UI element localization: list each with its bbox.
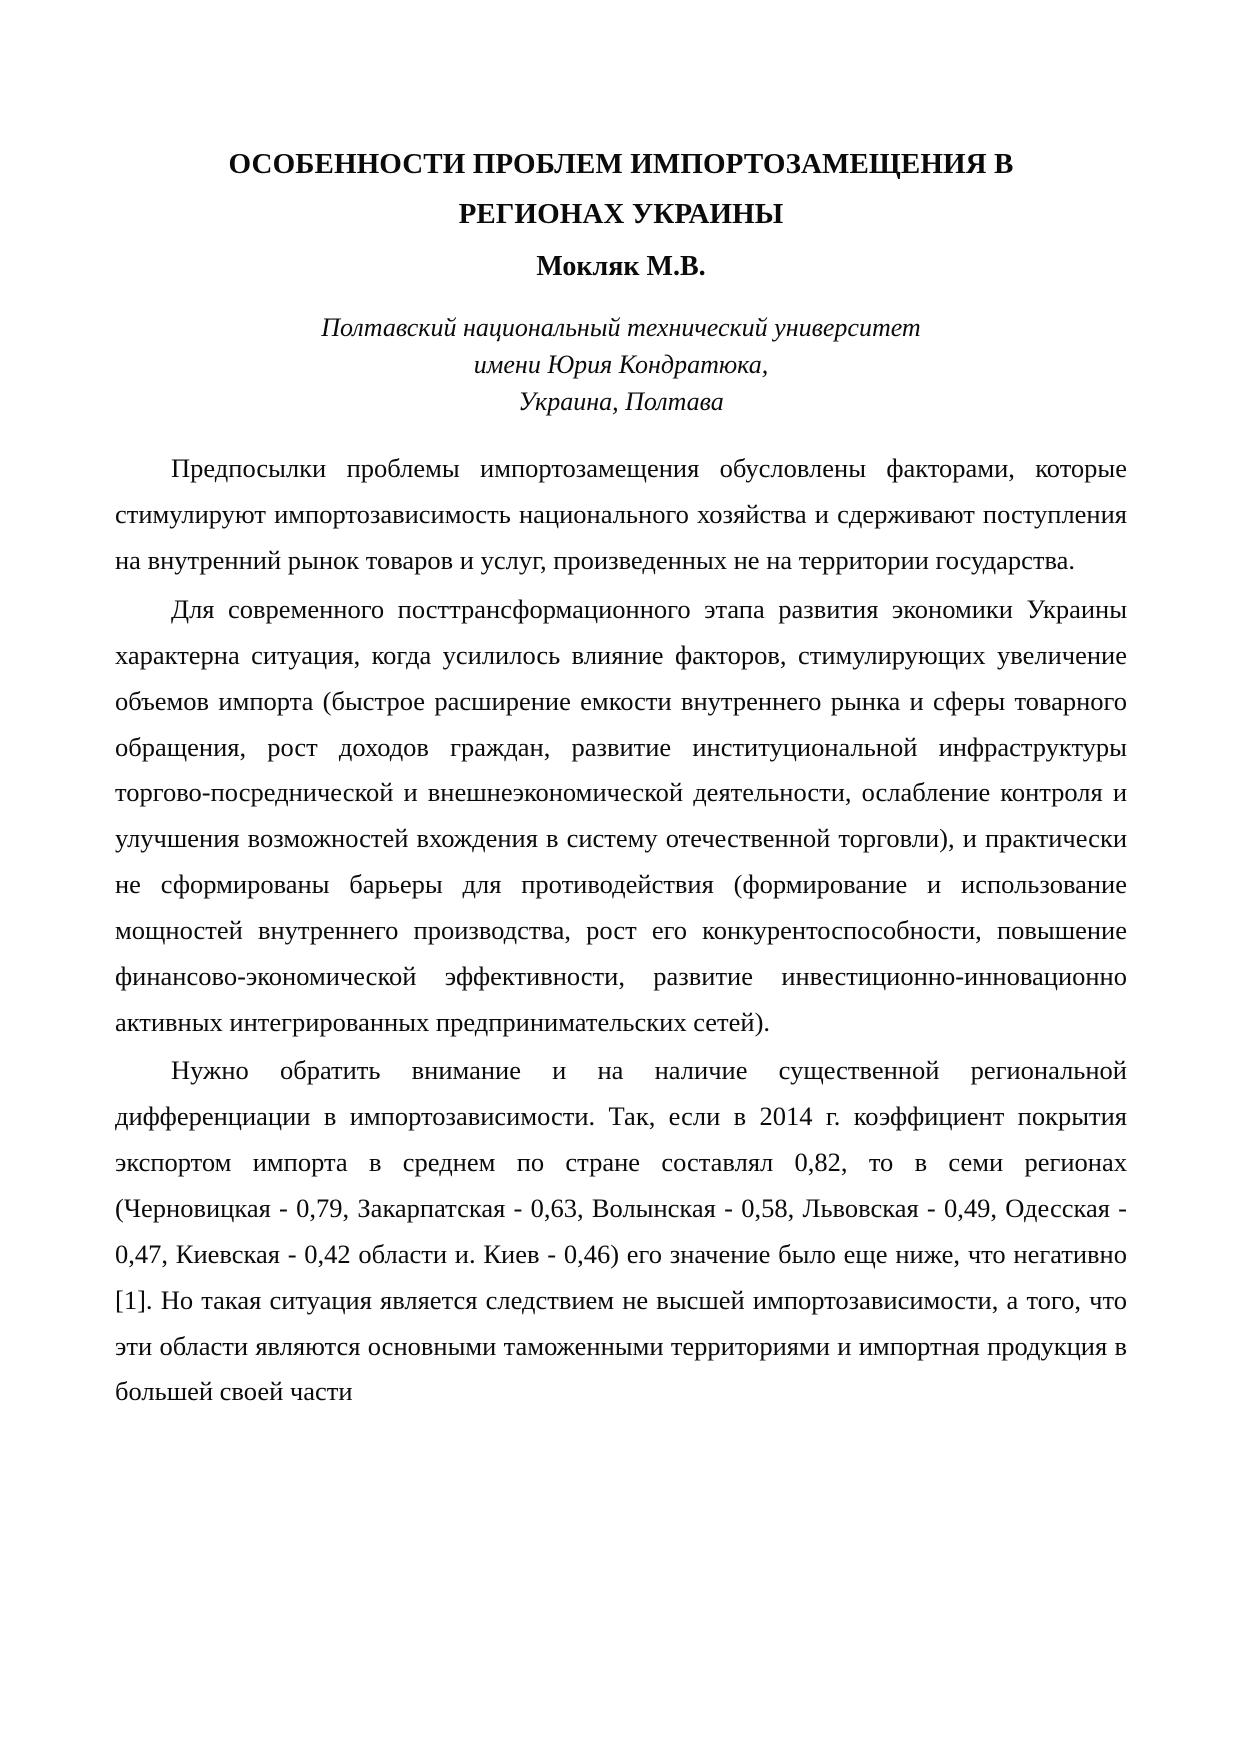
affiliation-line-2: имени Юрия Кондратюка, (473, 349, 769, 379)
title-line-2: РЕГИОНАХ УКРАИНЫ (458, 197, 784, 230)
body-text (115, 446, 1127, 1415)
paragraph: Нужно обратить внимание и на наличие существенной региональной дифференциации в импортозависимости. Так, если в 2014 г. коэффициент покрытия экспортом импорта в среднем по стране составлял 0,82, то в семи регионах (Черновицкая - 0,79, Закарпатская - 0,63, Волынская - 0,58, Львовская - 0,49, Одесская - 0,47, Киевская - 0,42 области и. Киев - 0,46) его значение было еще ниже, что негативно [1]. Но такая ситуация является следствием не высшей импортозависимости, а того, что эти области являются основными таможенными территориями и импортная продукция в большей своей части (115, 1055, 1127, 1407)
author-name: Мокляк М.В. (536, 250, 706, 282)
affiliation-line-3: Украина, Полтава (518, 386, 724, 416)
page-content (115, 140, 1127, 1415)
paragraph: Для современного посттрансформационного этапа развития экономики Украины характерна ситуация, когда усилилось влияние факторов, стимулирующих увеличение объемов импорта (быстрое расширение емкости внутреннего рынка и сферы товарного обращения, рост доходов граждан, развитие институциональной инфраструктуры торгово-посреднической и внешнеэкономической деятельности, ослабление контроля и улучшения возможностей вхождения в систему отечественной торговли), и практически не сформированы барьеры для противодействия (формирование и использование мощностей внутреннего производства, рост его конкурентоспособности, повышение финансово-экономической эффективности, развитие инвестиционно-инновационно активных интегрированных предпринимательских сетей). (115, 594, 1127, 1037)
paragraph: Предпосылки проблемы импортозамещения обусловлены факторами, которые стимулируют импортозависимость национального хозяйства и сдерживают поступления на внутренний рынок товаров и услуг, произведенных не на территории государства. (115, 453, 1127, 576)
affiliation-block (115, 310, 1127, 421)
title-line-1: ОСОБЕННОСТИ ПРОБЛЕМ ИМПОРТОЗАМЕЩЕНИЯ В (228, 148, 1014, 180)
affiliation-line-1: Полтавский национальный технический университет (321, 312, 921, 342)
page-title (115, 140, 1127, 240)
